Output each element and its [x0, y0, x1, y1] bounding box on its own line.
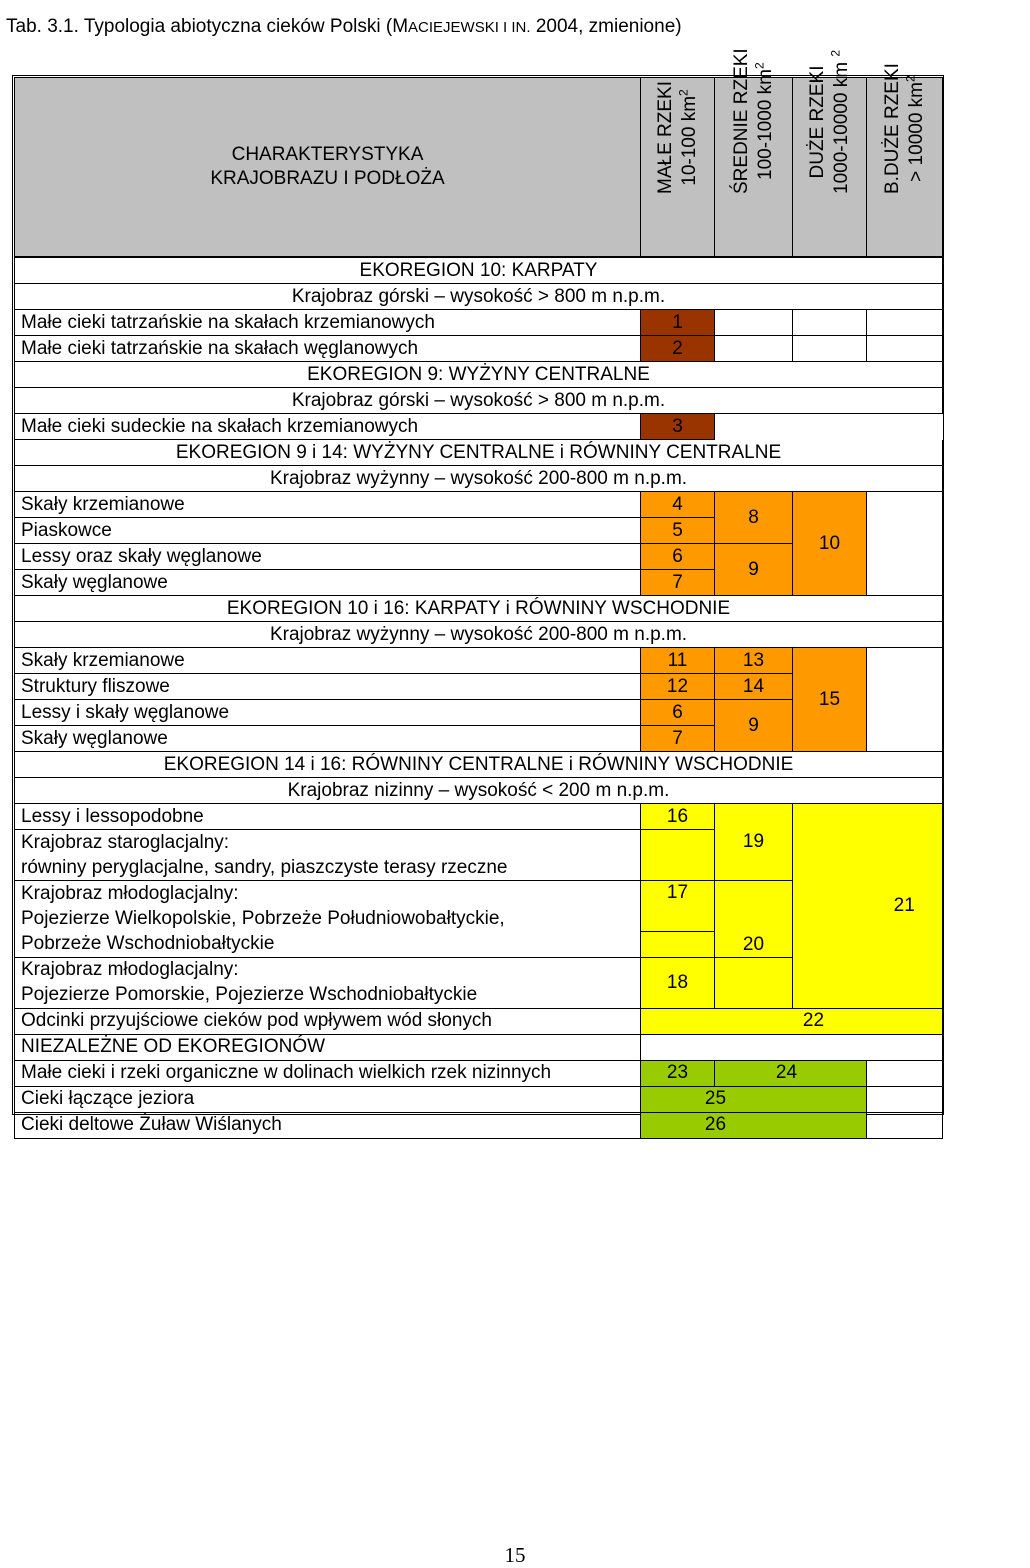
section-row	[15, 752, 943, 778]
section-row	[15, 257, 943, 284]
section-row	[15, 388, 943, 414]
section-title: EKOREGION 10 i 16: KARPATY i RÓWNINY WSCHODNIE	[15, 596, 943, 622]
section-subtitle: Krajobraz górski – wysokość > 800 m n.p.m.	[15, 388, 943, 414]
row-label: Krajobraz młodoglacjalny:	[15, 957, 641, 983]
row-label: Cieki łączące jeziora	[15, 1086, 641, 1112]
table-row	[15, 1008, 943, 1034]
row-label: Skały krzemianowe	[15, 648, 641, 674]
header-very-large-rivers: B.DUŻE RZEKI > 10000 $km^2$	[867, 78, 943, 258]
row-label: NIEZALEŻNE OD EKOREGIONÓW	[15, 1034, 641, 1060]
table-row	[15, 492, 943, 518]
header-characteristics: CHARAKTERYSTYKA KRAJOBRAZU I PODŁOŻA	[15, 78, 641, 258]
row-label: Małe cieki tatrzańskie na skałach węglanowych	[15, 336, 641, 362]
row-label: Cieki deltowe Żuław Wiślanych	[15, 1112, 641, 1138]
type-cell: 2	[641, 336, 715, 362]
section-title: EKOREGION 10: KARPATY	[15, 257, 943, 284]
type-cell: 1	[641, 310, 715, 336]
row-label: Pojezierze Pomorskie, Pojezierze Wschodniobałtyckie	[15, 983, 641, 1009]
typology-table	[14, 48, 943, 1139]
section-subtitle: Krajobraz wyżynny – wysokość 200-800 m n.p.m.	[15, 466, 943, 492]
table-row	[15, 414, 943, 440]
type-cell: 6	[641, 700, 715, 726]
type-cell: 8	[715, 492, 793, 544]
type-cell: 26	[641, 1112, 867, 1138]
type-cell: 5	[641, 518, 715, 544]
row-label: Skały węglanowe	[15, 570, 641, 596]
row-label: Krajobraz staroglacjalny:	[15, 830, 641, 856]
table-row	[15, 310, 943, 336]
type-cell: 9	[715, 544, 793, 596]
section-row	[15, 596, 943, 622]
type-cell: 6	[641, 544, 715, 570]
type-cell: 14	[715, 674, 793, 700]
row-label: Lessy i skały węglanowe	[15, 700, 641, 726]
table-caption: Tab. 3.1. Typologia abiotyczna cieków Polski (MACIEJEWSKI I IN. 2004, zmienione)	[6, 16, 682, 37]
type-cell: 22	[641, 1008, 943, 1034]
type-cell: 23	[641, 1060, 715, 1086]
table-row	[15, 336, 943, 362]
row-label: Pojezierze Wielkopolskie, Pobrzeże Południowobałtyckie,	[15, 906, 641, 931]
section-title: EKOREGION 9: WYŻYNY CENTRALNE	[15, 362, 943, 388]
row-label: Małe cieki tatrzańskie na skałach krzemianowych	[15, 310, 641, 336]
type-cell: 20	[715, 881, 793, 958]
row-label: równiny peryglacjalne, sandry, piaszczyste terasy rzeczne	[15, 855, 641, 881]
table-row	[15, 1086, 943, 1112]
type-cell: 12	[641, 674, 715, 700]
table-row	[15, 804, 943, 830]
section-subtitle: Krajobraz górski – wysokość > 800 m n.p.m.	[15, 284, 943, 310]
table-row	[15, 1060, 943, 1086]
row-label: Pobrzeże Wschodniobałtyckie	[15, 931, 641, 957]
page-number: 15	[504, 1543, 526, 1567]
type-cell: 15	[793, 648, 867, 752]
header-large-rivers: DUŻE RZEKI 1000-10000 km $^2$	[793, 78, 867, 258]
row-label: Małe cieki sudeckie na skałach krzemianowych	[15, 414, 641, 440]
type-cell: 4	[641, 492, 715, 518]
row-label: Skały węglanowe	[15, 726, 641, 752]
section-row	[15, 778, 943, 804]
section-row	[15, 362, 943, 388]
table-row	[15, 648, 943, 674]
row-label: Skały krzemianowe	[15, 492, 641, 518]
type-cell: 7	[641, 570, 715, 596]
table-row	[15, 1034, 943, 1060]
row-label: Małe cieki i rzeki organiczne w dolinach wielkich rzek nizinnych	[15, 1060, 641, 1086]
section-title: EKOREGION 14 i 16: RÓWNINY CENTRALNE i RÓWNINY WSCHODNIE	[15, 752, 943, 778]
section-row	[15, 622, 943, 648]
type-cell: 11	[641, 648, 715, 674]
type-cell: 16	[641, 804, 715, 830]
header-row	[15, 78, 943, 258]
type-cell: 10	[793, 492, 867, 596]
section-subtitle: Krajobraz nizinny – wysokość < 200 m n.p.m.	[15, 778, 943, 804]
row-label: Odcinki przyujściowe cieków pod wpływem wód słonych	[15, 1008, 641, 1034]
type-cell: 7	[641, 726, 715, 752]
type-cell: 9	[715, 700, 793, 752]
section-row	[15, 466, 943, 492]
type-cell: 24	[715, 1060, 867, 1086]
section-title: EKOREGION 9 i 14: WYŻYNY CENTRALNE i RÓWNINY CENTRALNE	[15, 440, 943, 466]
row-label: Lessy oraz skały węglanowe	[15, 544, 641, 570]
row-label: Struktury fliszowe	[15, 674, 641, 700]
type-cell: 13	[715, 648, 793, 674]
row-label: Piaskowce	[15, 518, 641, 544]
row-label: Krajobraz młodoglacjalny:	[15, 881, 641, 907]
section-row	[15, 440, 943, 466]
section-row	[15, 284, 943, 310]
type-cell: 18	[641, 957, 715, 1008]
header-small-rivers: MAŁE RZEKI 10-100 $km^2$	[641, 78, 715, 258]
section-subtitle: Krajobraz wyżynny – wysokość 200-800 m n.p.m.	[15, 622, 943, 648]
type-cell: 3	[641, 414, 715, 440]
type-cell: 25	[641, 1086, 867, 1112]
table-row	[15, 1112, 943, 1138]
row-label: Lessy i lessopodobne	[15, 804, 641, 830]
type-cell: 21	[867, 804, 943, 1009]
header-medium-rivers: ŚREDNIE RZEKI 100-1000 $km^2$	[715, 78, 793, 258]
type-cell: 17	[641, 881, 715, 932]
type-cell: 19	[715, 804, 793, 881]
